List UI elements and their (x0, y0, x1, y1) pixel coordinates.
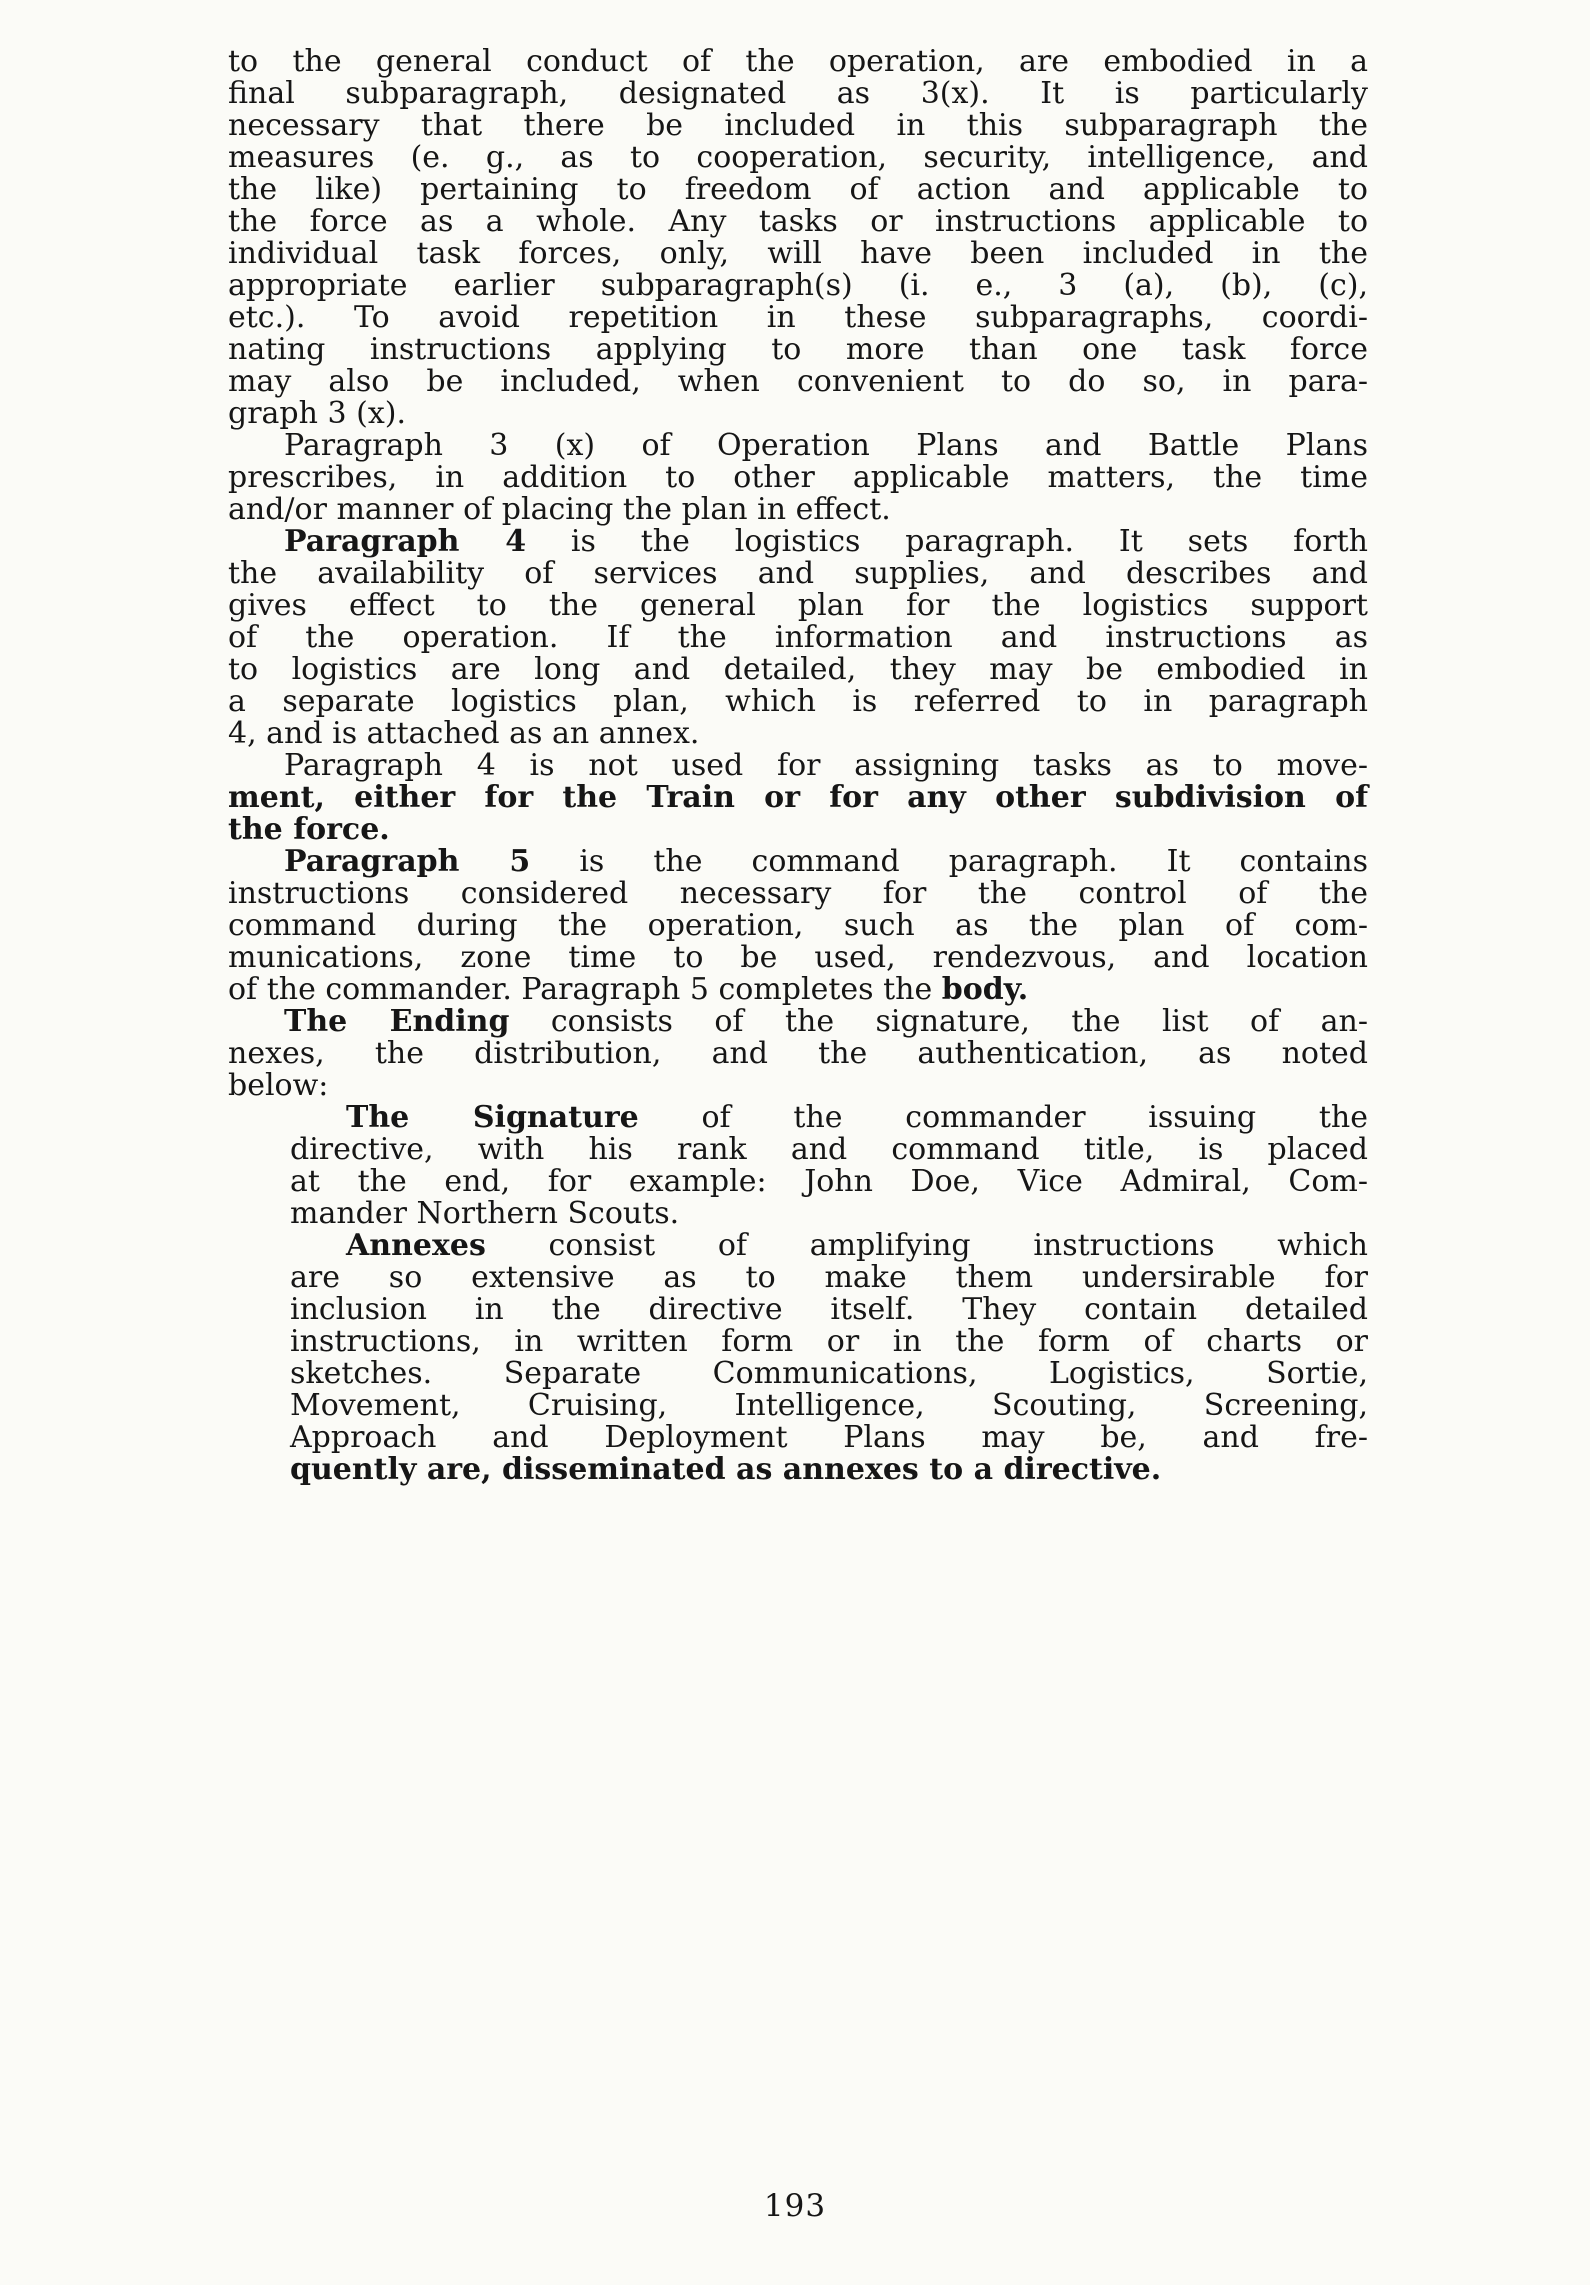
text-line (290, 1230, 1368, 1262)
text-segment: the availability of services and supplies, and describes and (228, 556, 1368, 591)
text-line (228, 270, 1368, 302)
text-segment: Movement, Cruising, Intelligence, Scouting, Screening, (290, 1388, 1368, 1423)
text-line (290, 1134, 1368, 1166)
text-line (228, 654, 1368, 686)
bold-text-segment: the force. (228, 812, 390, 847)
text-segment: the like) pertaining to freedom of action and applicable to (228, 172, 1368, 207)
paragraph (228, 1006, 1368, 1102)
text-line (290, 1422, 1368, 1454)
text-segment: instructions, in written form or in the form of charts or (290, 1324, 1368, 1359)
text-line (228, 334, 1368, 366)
text-segment: mander Northern Scouts. (290, 1196, 680, 1231)
paragraph (228, 846, 1368, 1006)
text-segment: below: (228, 1068, 329, 1103)
paragraph (228, 526, 1368, 750)
text-line (228, 942, 1368, 974)
text-line (228, 430, 1368, 462)
text-segment: final subparagraph, designated as 3(x). It is particularly (228, 76, 1368, 111)
text-line (228, 462, 1368, 494)
text-line (228, 46, 1368, 78)
text-line (228, 238, 1368, 270)
text-segment: command during the operation, such as the plan of com- (228, 908, 1368, 943)
text-segment: of the commander issuing the (638, 1100, 1368, 1135)
text-line (290, 1454, 1368, 1486)
text-line (290, 1358, 1368, 1390)
text-line (228, 494, 1368, 526)
bold-text-segment: ment, either for the Train or for any other subdivision of (228, 780, 1368, 815)
text-line (290, 1326, 1368, 1358)
text-line (228, 142, 1368, 174)
text-segment: nexes, the distribution, and the authentication, as noted (228, 1036, 1368, 1071)
bold-text-segment: Paragraph 5 (284, 844, 531, 879)
text-segment: inclusion in the directive itself. They contain detailed (290, 1292, 1368, 1327)
text-segment: appropriate earlier subparagraph(s) (i. e., 3 (a), (b), (c), (228, 268, 1368, 303)
text-line (228, 974, 1368, 1006)
text-line (228, 1038, 1368, 1070)
text-segment: consists of the signature, the list of an- (509, 1004, 1368, 1039)
text-segment: of the operation. If the information and instructions as (228, 620, 1368, 655)
text-line (228, 878, 1368, 910)
paragraph (228, 1230, 1368, 1486)
text-segment: consist of amplifying instructions which (485, 1228, 1368, 1263)
text-segment: prescribes, in addition to other applicable matters, the time (228, 460, 1368, 495)
text-segment: individual task forces, only, will have been included in the (228, 236, 1368, 271)
text-line (228, 558, 1368, 590)
text-segment: and/or manner of placing the plan in effect. (228, 492, 891, 527)
text-line (228, 750, 1368, 782)
text-line (228, 910, 1368, 942)
text-line (228, 78, 1368, 110)
bold-text-segment: Paragraph 4 (284, 524, 527, 559)
text-block (228, 46, 1368, 1486)
text-line (290, 1198, 1368, 1230)
text-segment: instructions considered necessary for the control of the (228, 876, 1368, 911)
text-line (228, 814, 1368, 846)
text-line (228, 622, 1368, 654)
paragraph (228, 46, 1368, 430)
text-line (228, 366, 1368, 398)
text-segment: etc.). To avoid repetition in these subparagraphs, coordi- (228, 300, 1368, 335)
text-line (228, 398, 1368, 430)
bold-text-segment: The Ending (284, 1004, 510, 1039)
text-line (290, 1262, 1368, 1294)
text-segment: nating instructions applying to more than one task force (228, 332, 1368, 367)
text-segment: graph 3 (x). (228, 396, 406, 431)
text-line (228, 686, 1368, 718)
text-line (290, 1166, 1368, 1198)
paragraph (228, 430, 1368, 526)
text-segment: Approach and Deployment Plans may be, and fre- (290, 1420, 1368, 1455)
text-segment: at the end, for example: John Doe, Vice Admiral, Com- (290, 1164, 1368, 1199)
bold-text-segment: Annexes (346, 1228, 486, 1263)
page-number: 193 (763, 2188, 827, 2224)
text-segment: of the commander. Paragraph 5 completes the (228, 972, 942, 1007)
text-line (228, 590, 1368, 622)
paragraph (228, 1102, 1368, 1230)
text-line (228, 782, 1368, 814)
text-line (290, 1102, 1368, 1134)
bold-text-segment: quently are, disseminated as annexes to a directive. (290, 1452, 1162, 1487)
text-line (290, 1294, 1368, 1326)
text-line (228, 846, 1368, 878)
text-segment: sketches. Separate Communications, Logistics, Sortie, (290, 1356, 1368, 1391)
text-segment: 4, and is attached as an annex. (228, 716, 700, 751)
text-segment: gives effect to the general plan for the logistics support (228, 588, 1368, 623)
text-segment: Paragraph 4 is not used for assigning tasks as to move- (284, 748, 1368, 783)
text-segment: measures (e. g., as to cooperation, security, intelligence, and (228, 140, 1368, 175)
text-line (228, 1070, 1368, 1102)
text-line (228, 174, 1368, 206)
text-line (228, 302, 1368, 334)
text-segment: is the logistics paragraph. It sets forth (526, 524, 1368, 559)
text-segment: is the command paragraph. It contains (530, 844, 1368, 879)
text-segment: necessary that there be included in this subparagraph the (228, 108, 1368, 143)
text-line (228, 718, 1368, 750)
text-segment: to logistics are long and detailed, they may be embodied in (228, 652, 1368, 687)
text-segment: the force as a whole. Any tasks or instructions applicable to (228, 204, 1368, 239)
text-segment: Paragraph 3 (x) of Operation Plans and Battle Plans (284, 428, 1368, 463)
text-segment: are so extensive as to make them undersirable for (290, 1260, 1368, 1295)
text-line (290, 1390, 1368, 1422)
text-line (228, 526, 1368, 558)
text-segment: directive, with his rank and command title, is placed (290, 1132, 1368, 1167)
text-segment: a separate logistics plan, which is referred to in paragraph (228, 684, 1368, 719)
bold-text-segment: The Signature (346, 1100, 639, 1135)
text-segment: munications, zone time to be used, rendezvous, and location (228, 940, 1368, 975)
text-segment: may also be included, when convenient to do so, in para- (228, 364, 1368, 399)
text-line (228, 110, 1368, 142)
text-line (228, 1006, 1368, 1038)
paragraph (228, 750, 1368, 846)
text-line (228, 206, 1368, 238)
text-segment: to the general conduct of the operation, are embodied in a (228, 44, 1368, 79)
bold-text-segment: body. (941, 972, 1029, 1007)
